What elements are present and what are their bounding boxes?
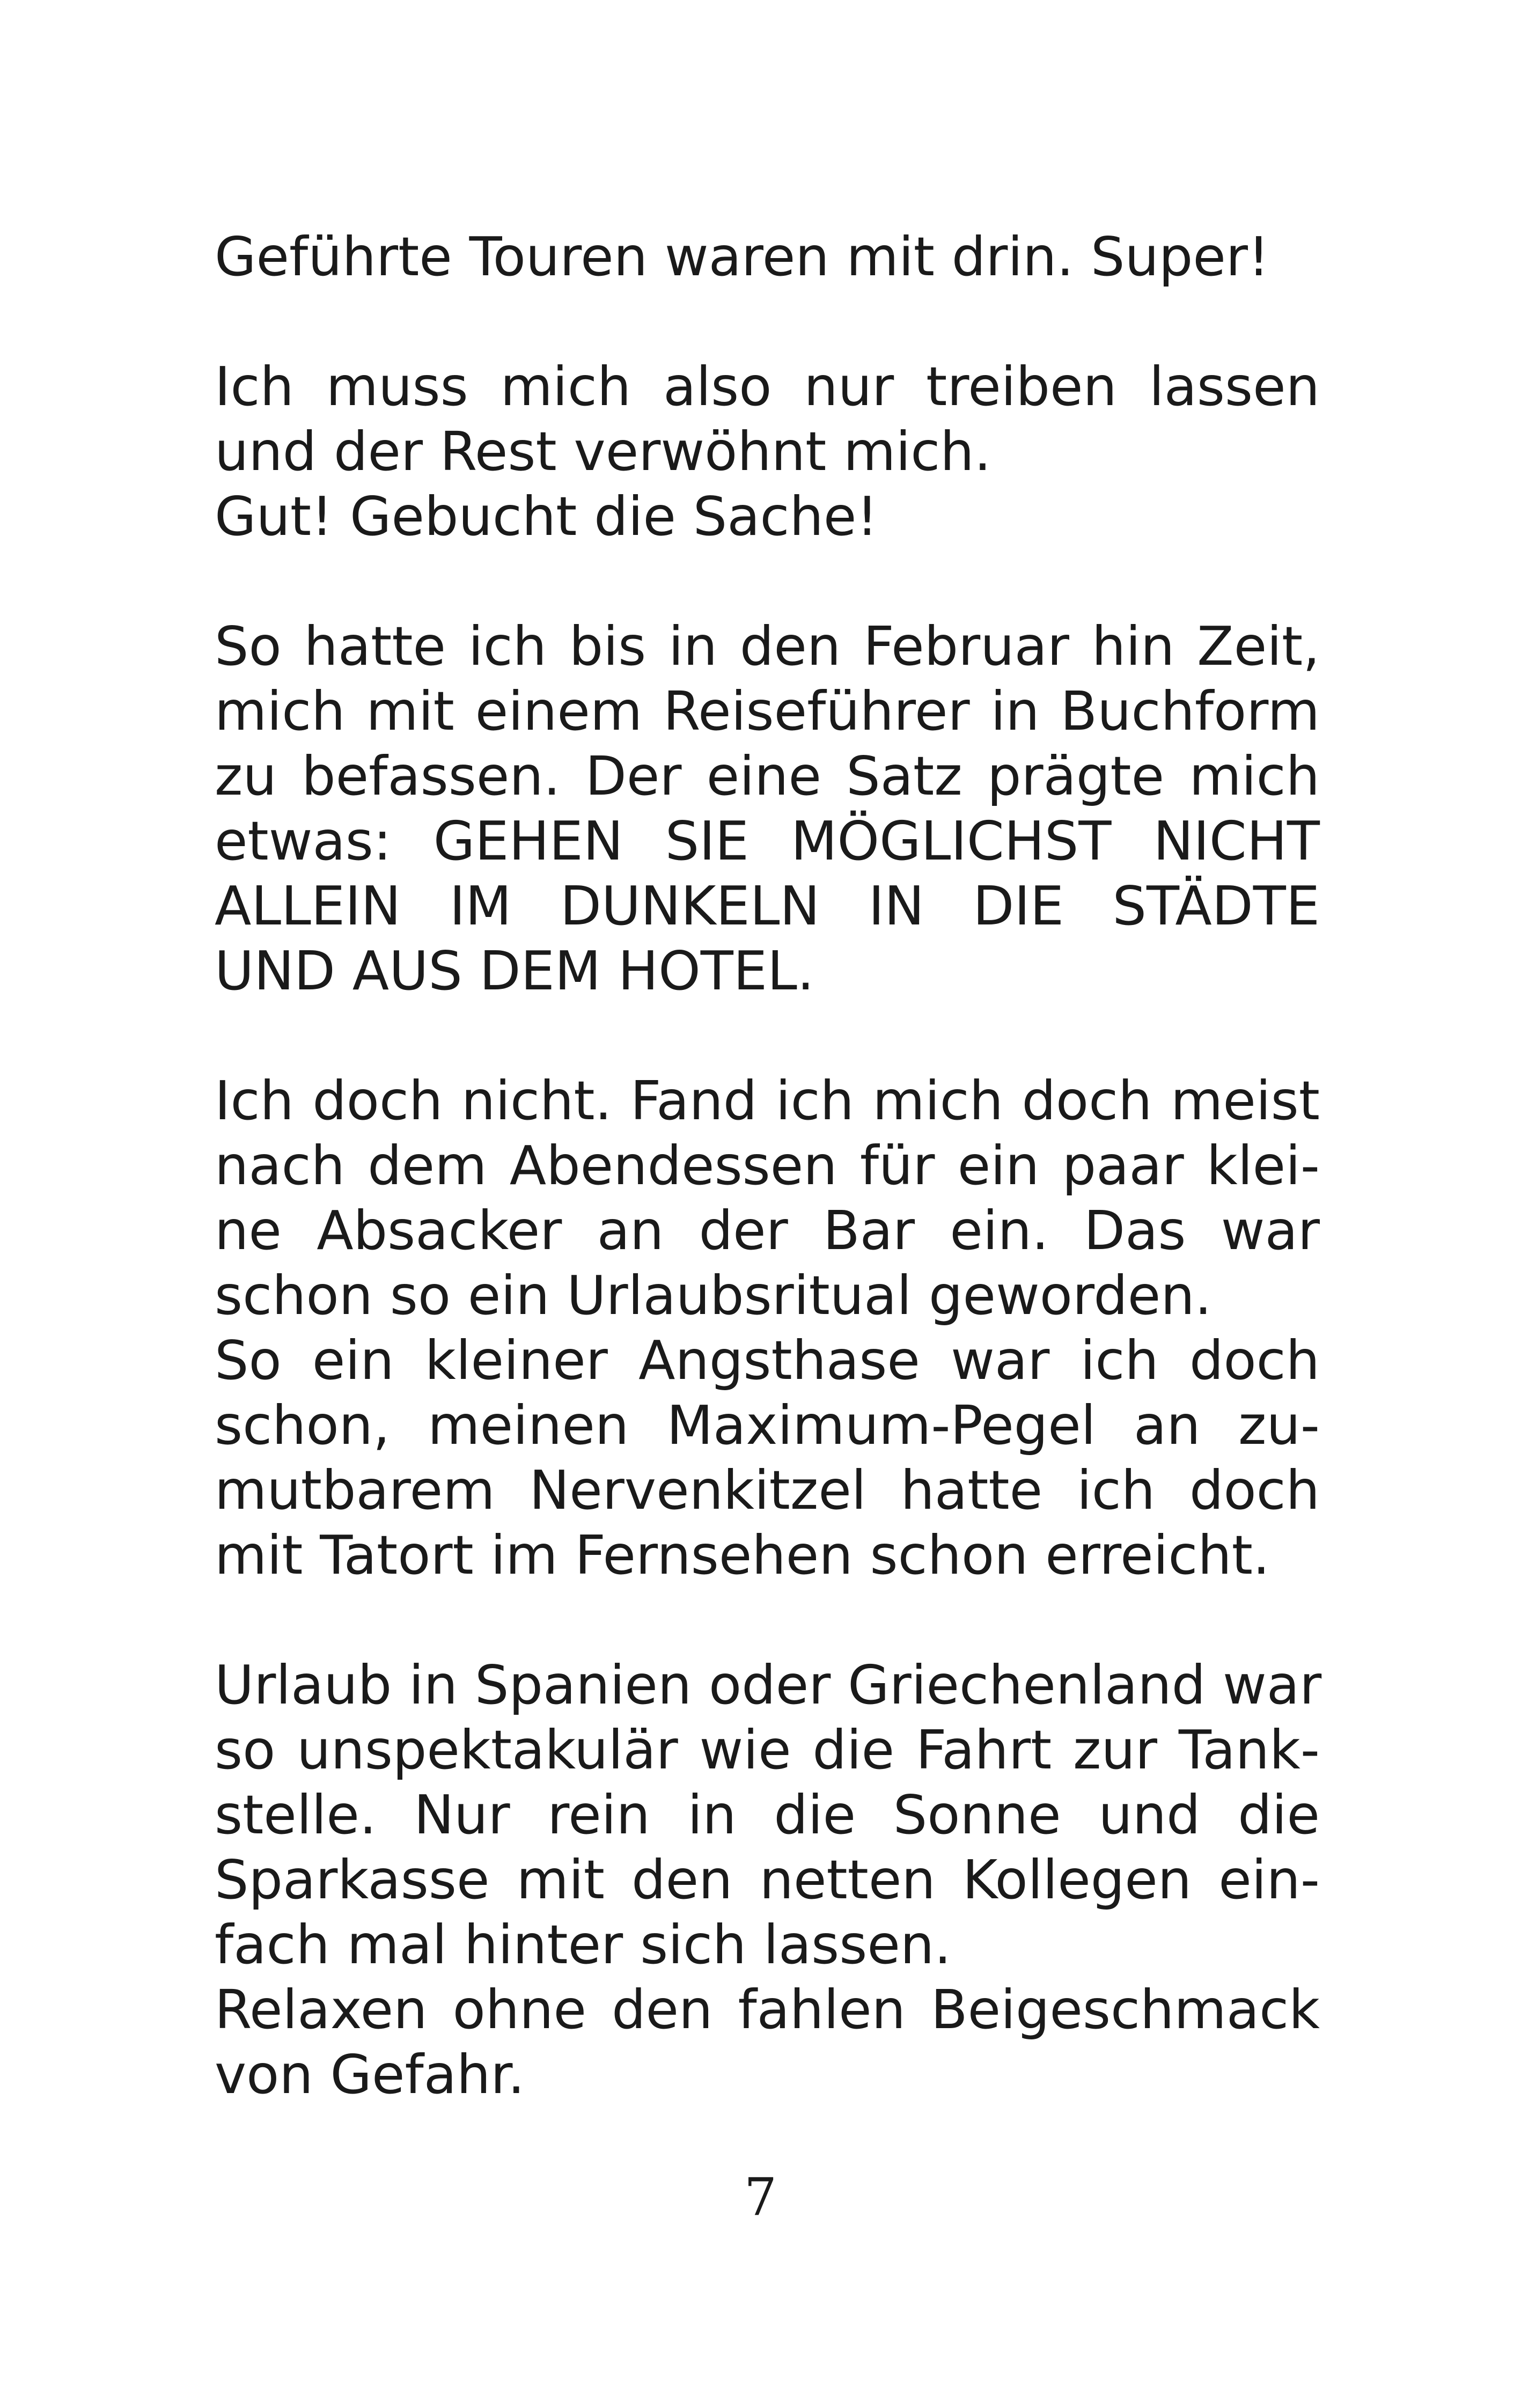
page-number: 7: [744, 2167, 777, 2227]
text-line: schon, meinen Maximum-Pegel an zu-: [215, 1394, 1320, 1457]
paragraph: [215, 614, 1320, 1003]
text-line: mutbarem Nervenkitzel hatte ich doch: [215, 1459, 1320, 1522]
paragraph: [215, 1653, 1320, 2107]
text-line: fach mal hinter sich lassen.: [215, 1913, 952, 1976]
paragraph: [215, 354, 1320, 549]
text-line: mich mit einem Reiseführer in Buchform: [215, 680, 1320, 743]
text-line: so unspektakulär wie die Fahrt zur Tank-: [215, 1719, 1320, 1781]
text-line: zu befassen. Der eine Satz prägte mich: [215, 745, 1320, 807]
text-line: ne Absacker an der Bar ein. Das war: [215, 1199, 1320, 1262]
text-line: Geführte Touren waren mit drin. Super!: [215, 225, 1270, 288]
text-line: Relaxen ohne den fahlen Beigeschmack: [215, 1978, 1320, 2041]
body-text: [215, 224, 1320, 2172]
text-line: So ein kleiner Angsthase war ich doch: [215, 1329, 1320, 1392]
text-line: So hatte ich bis in den Februar hin Zeit,: [215, 615, 1320, 678]
text-line: ALLEIN IM DUNKELN IN DIE STÄDTE: [215, 875, 1320, 937]
text-line: schon so ein Urlaubsritual geworden.: [215, 1264, 1212, 1327]
text-line: Ich doch nicht. Fand ich mich doch meist: [215, 1069, 1320, 1132]
text-line: mit Tatort im Fernsehen schon erreicht.: [215, 1524, 1270, 1587]
text-line: von Gefahr.: [215, 2043, 525, 2106]
text-line: nach dem Abendessen für ein paar klei-: [215, 1134, 1320, 1197]
text-line: und der Rest verwöhnt mich.: [215, 420, 991, 483]
text-line: etwas: GEHEN SIE MÖGLICHST NICHT: [215, 810, 1320, 872]
paragraph: [215, 224, 1320, 289]
paragraph: [215, 1068, 1320, 1588]
text-line: Urlaub in Spanien oder Griechenland war: [215, 1654, 1322, 1716]
text-line: Gut! Gebucht die Sache!: [215, 485, 878, 548]
text-line: Sparkasse mit den netten Kollegen ein-: [215, 1848, 1320, 1911]
text-line: UND AUS DEM HOTEL.: [215, 939, 814, 1002]
text-line: Ich muss mich also nur treiben lassen: [215, 355, 1320, 418]
text-line: stelle. Nur rein in die Sonne und die: [215, 1783, 1320, 1846]
